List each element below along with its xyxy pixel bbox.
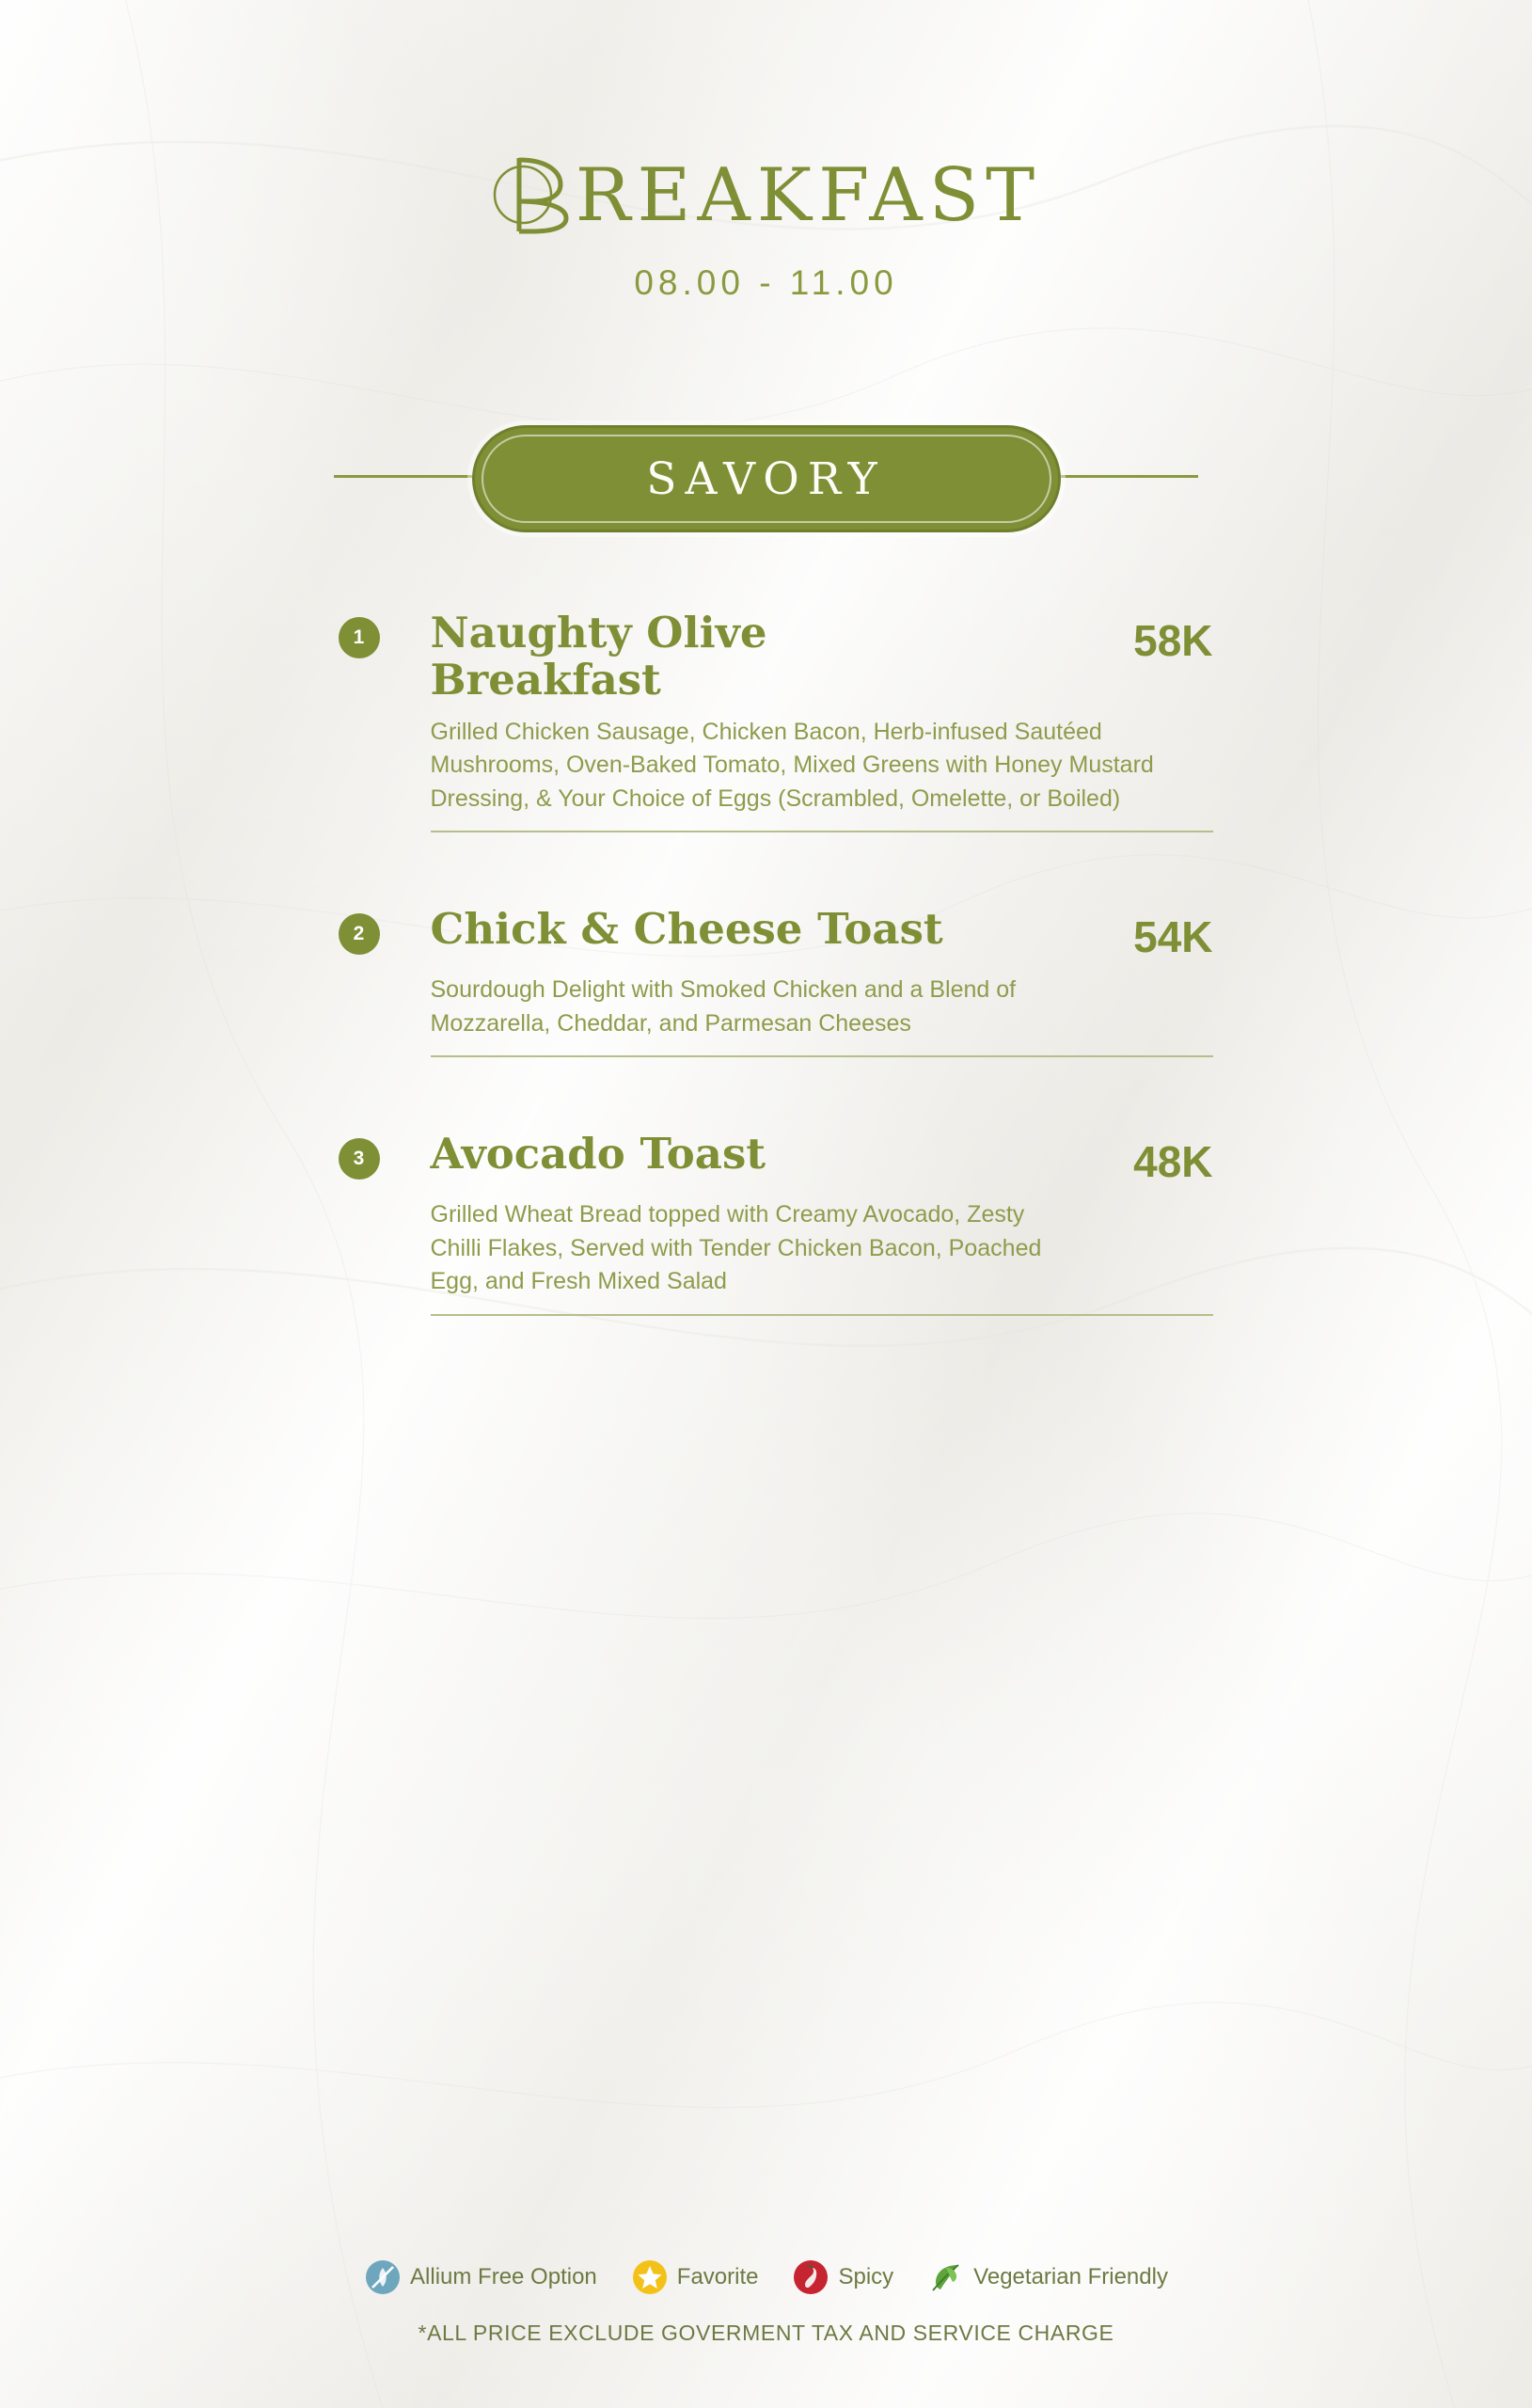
legend-label: Vegetarian Friendly (973, 2264, 1168, 2289)
chilli-spicy-icon (792, 2258, 829, 2296)
item-divider (431, 1055, 1213, 1057)
allium-free-icon (364, 2258, 402, 2296)
item-name: Naughty Olive Breakfast (430, 608, 767, 705)
item-body (431, 610, 1213, 832)
section-banner (0, 414, 1532, 536)
item-body (431, 906, 1213, 1057)
item-price: 48K (1133, 1137, 1213, 1187)
menu-list (320, 610, 1213, 1316)
legend-item-allium-free (364, 2258, 597, 2296)
item-price: 54K (1133, 912, 1213, 962)
bd-monogram-icon (491, 141, 581, 243)
legend-row (0, 2258, 1532, 2296)
item-number-badge: 3 (339, 1138, 380, 1180)
item-header-row (431, 906, 1213, 962)
legend-item-favorite (631, 2258, 759, 2296)
page-title: REAKFAST (575, 153, 1042, 238)
legend-label: Favorite (676, 2264, 759, 2289)
item-name: Avocado Toast (430, 1129, 766, 1180)
legend-item-spicy (792, 2258, 893, 2296)
list-item (339, 610, 1213, 832)
item-description: Sourdough Delight with Smoked Chicken and a Blend of Mozzarella, Cheddar, and Parmesan Cheeses (430, 976, 1017, 1037)
item-divider (431, 1314, 1213, 1316)
menu-header (0, 0, 1532, 303)
section-label: SAVORY (646, 452, 886, 505)
leaf-vegetarian-icon (927, 2258, 965, 2296)
title-row (0, 141, 1532, 243)
list-item (339, 1131, 1213, 1316)
item-description: Grilled Chicken Sausage, Chicken Bacon, Herb-infused Sautéed Mushrooms, Oven-Baked Tomato, Mixed Greens with Honey Mustard Dressing, & Your Choice of Eggs (Scrambled, Omelette, or Boiled) (430, 718, 1154, 812)
item-number-badge: 1 (339, 617, 380, 658)
section-pill (472, 425, 1061, 532)
legend-item-vegetarian (927, 2258, 1168, 2296)
item-price: 58K (1133, 616, 1213, 665)
service-hours: 08.00 - 11.00 (634, 263, 898, 302)
item-divider (431, 831, 1213, 832)
star-favorite-icon (631, 2258, 669, 2296)
item-description: Grilled Wheat Bread topped with Creamy Avocado, Zesty Chilli Flakes, Served with Tender Chicken Bacon, Poached Egg, and Fresh Mixed Salad (430, 1201, 1042, 1295)
item-name: Chick & Cheese Toast (430, 904, 943, 955)
item-header-row (431, 610, 1213, 705)
item-body (431, 1131, 1213, 1316)
legend-label: Spicy (838, 2264, 894, 2289)
menu-footer (0, 2258, 1532, 2346)
list-item (339, 906, 1213, 1057)
price-disclaimer: *ALL PRICE EXCLUDE GOVERMENT TAX AND SERVICE CHARGE (418, 2321, 1114, 2345)
item-number-badge: 2 (339, 913, 380, 955)
item-header-row (431, 1131, 1213, 1187)
legend-label: Allium Free Option (410, 2264, 597, 2289)
